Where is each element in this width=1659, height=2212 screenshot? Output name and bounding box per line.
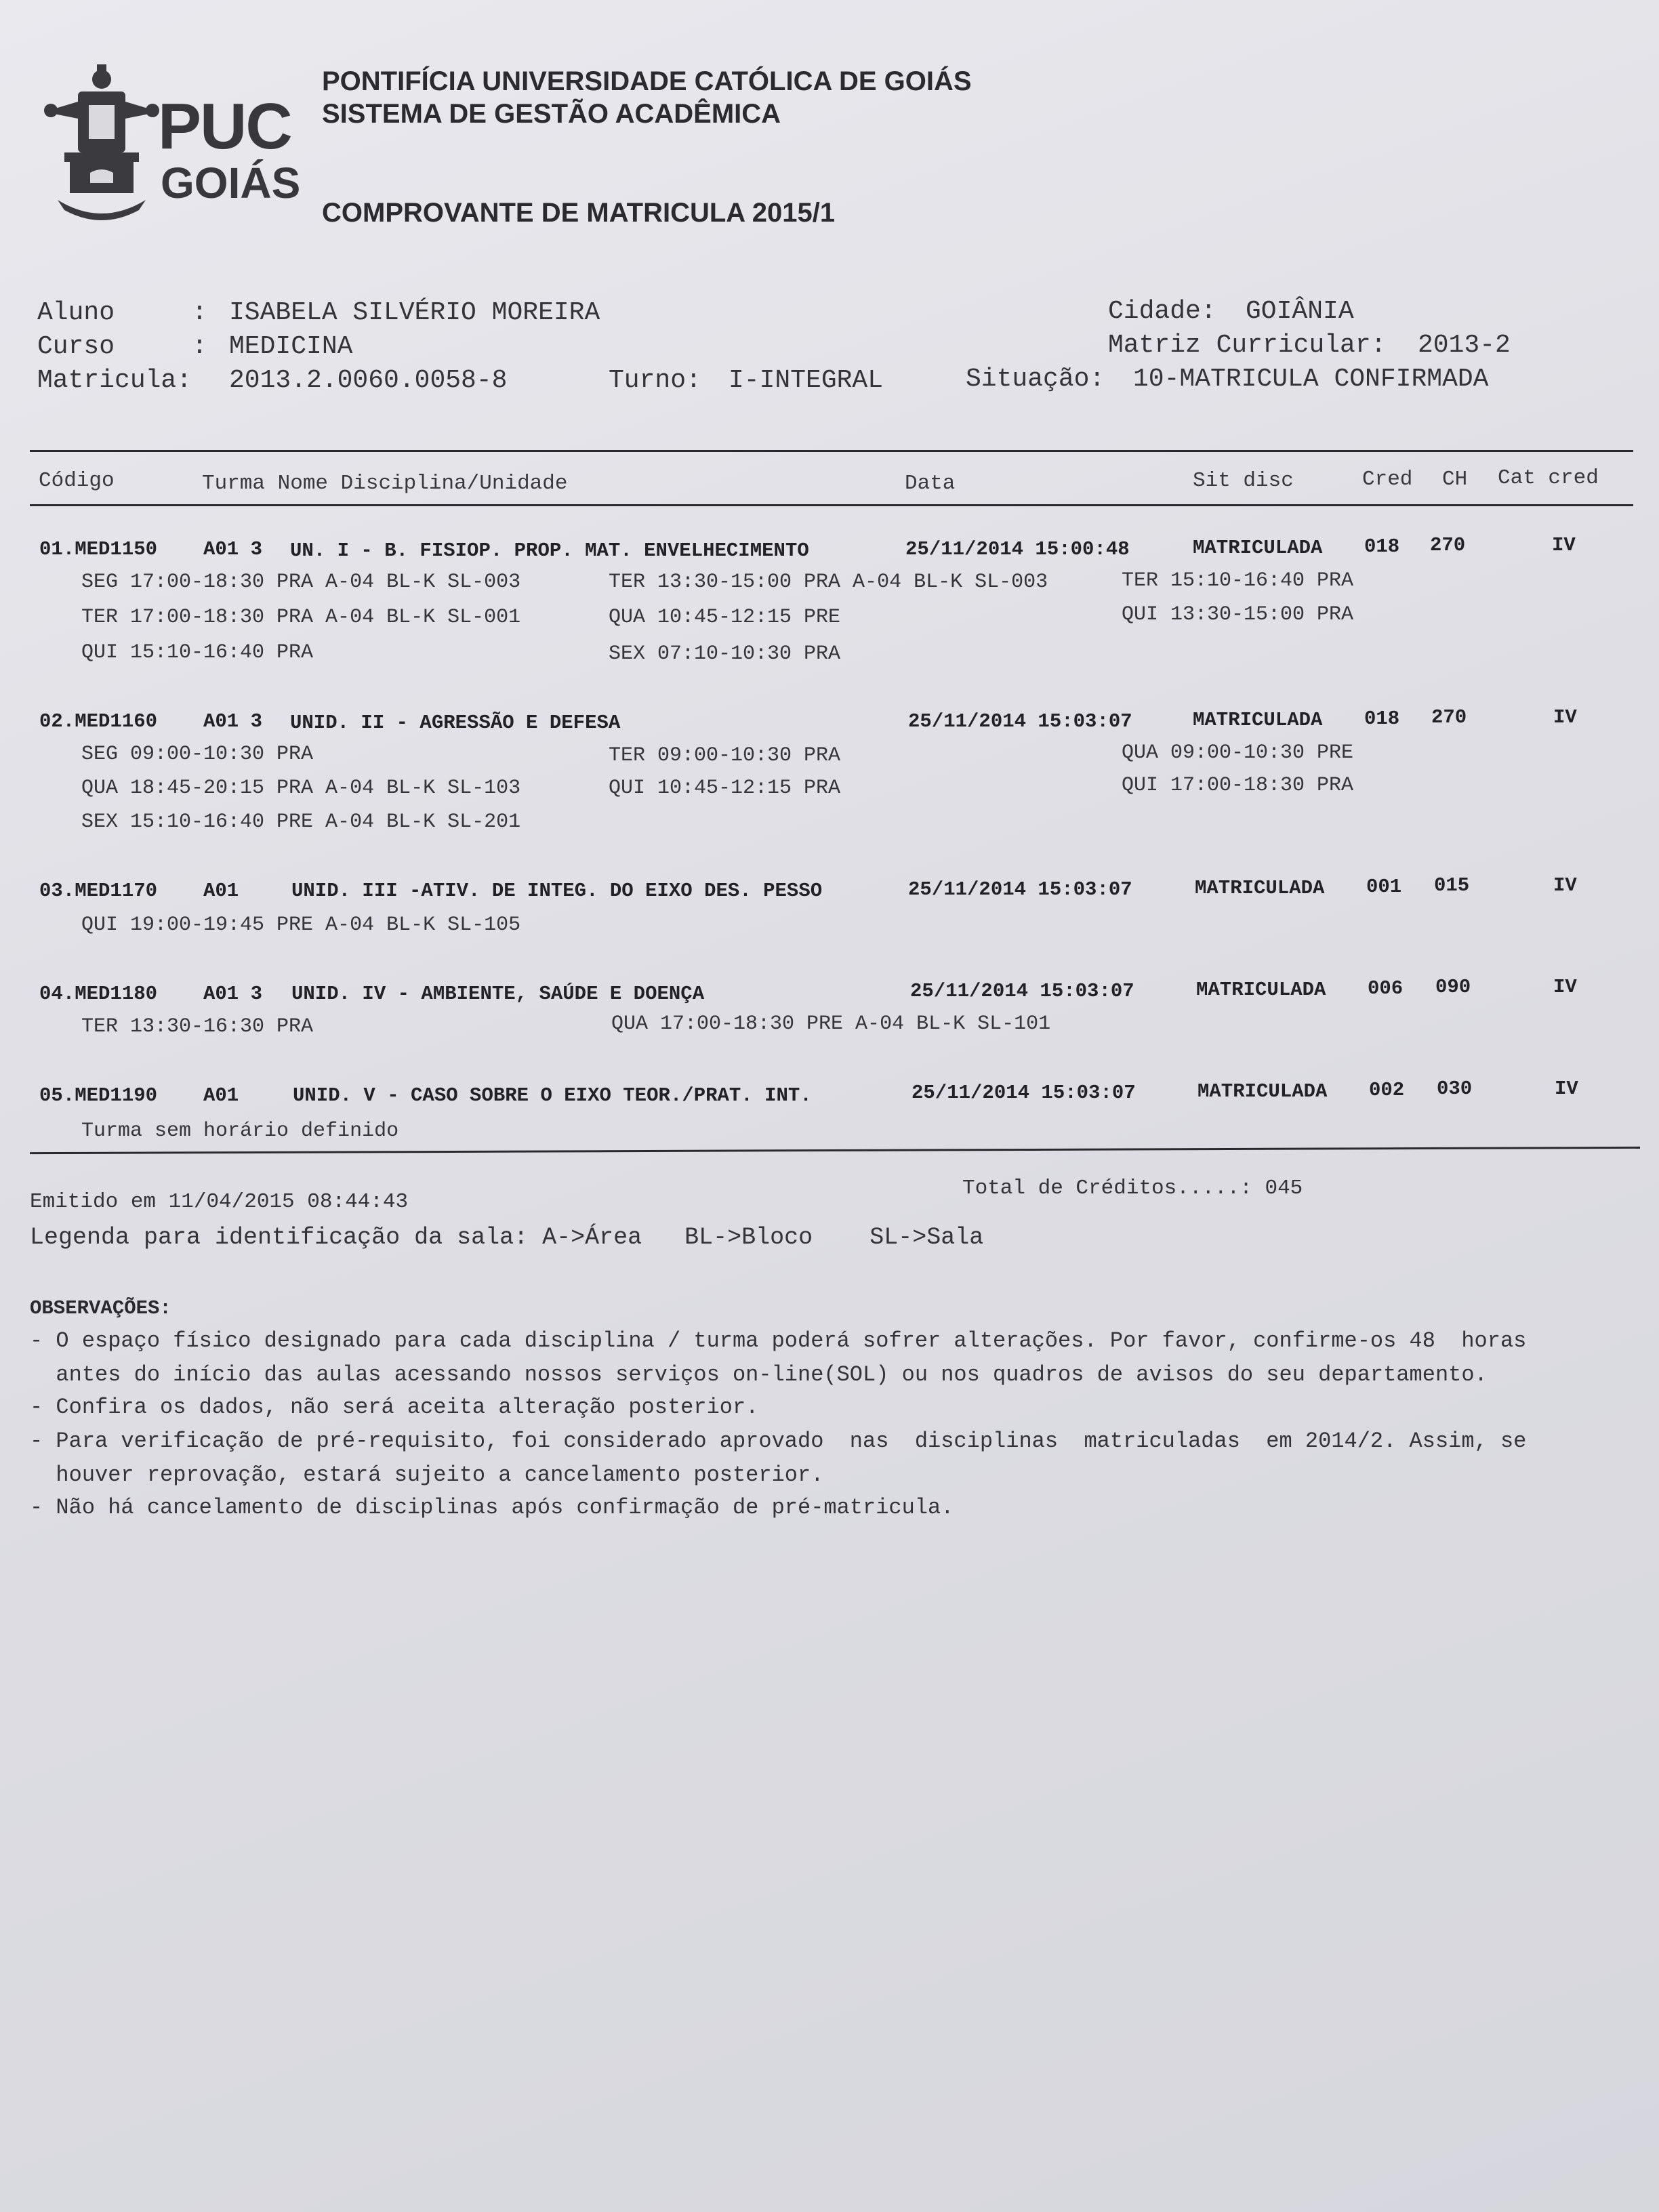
- course-name: UNID. II - AGRESSÃO E DEFESA: [290, 712, 621, 734]
- schedule-entry: SEG 09:00-10:30 PRA: [81, 743, 314, 766]
- schedule-entry: QUI 10:45-12:15 PRA: [609, 777, 841, 800]
- puc-goias-logo: [37, 64, 301, 220]
- schedule-entry: Turma sem horário definido: [81, 1120, 399, 1143]
- course-ch: 270: [1431, 706, 1467, 729]
- observacoes-title: OBSERVAÇÕES:: [30, 1297, 171, 1319]
- course-status: MATRICULADA: [1196, 979, 1326, 1001]
- col-turma-nome: Turma Nome Disciplina/Unidade: [202, 472, 568, 495]
- matricula-value: 2013.2.0060.0058-8: [229, 366, 508, 395]
- course-code: 05.MED1190: [39, 1084, 158, 1107]
- observacao-line: - Confira os dados, não será aceita alteração posterior.: [30, 1395, 759, 1420]
- course-name: UN. I - B. FISIOP. PROP. MAT. ENVELHECIMENTO: [290, 539, 809, 562]
- schedule-entry: QUI 13:30-15:00 PRA: [1122, 603, 1354, 626]
- course-ch: 030: [1437, 1078, 1473, 1100]
- observacao-line: - Não há cancelamento de disciplinas após confirmação de pré-matricula.: [30, 1495, 954, 1520]
- system-name: SISTEMA DE GESTÃO ACADÊMICA: [322, 99, 781, 129]
- course-turma: A01: [203, 880, 239, 902]
- course-ch: 015: [1434, 874, 1470, 897]
- course-code: 03.MED1170: [39, 880, 158, 902]
- course-name: UNID. III -ATIV. DE INTEG. DO EIXO DES. PESSO: [291, 880, 823, 902]
- course-date: 25/11/2014 15:00:48: [905, 538, 1130, 560]
- schedule-entry: TER 15:10-16:40 PRA: [1122, 569, 1354, 592]
- logo-text-goias: GOIÁS: [161, 159, 301, 207]
- col-codigo: Código: [39, 469, 115, 493]
- schedule-entry: QUA 17:00-18:30 PRE A-04 BL-K SL-101: [611, 1012, 1051, 1036]
- course-turma: A01 3: [203, 710, 263, 733]
- course-status: MATRICULADA: [1193, 537, 1323, 559]
- col-cred: Cred: [1362, 468, 1413, 491]
- turno-value: I-INTEGRAL: [729, 366, 884, 395]
- course-code: 01.MED1150: [39, 538, 158, 560]
- course-cred: 006: [1368, 977, 1404, 1000]
- col-sit: Sit disc: [1193, 469, 1294, 493]
- course-code: 02.MED1160: [39, 710, 158, 733]
- matricula-label: Matricula:: [37, 366, 192, 395]
- observacao-line: antes do início das aulas acessando nossos serviços on-line(SOL) ou nos quadros de avisos do seu departamento.: [30, 1362, 1488, 1387]
- course-cred: 018: [1364, 708, 1400, 730]
- schedule-entry: QUI 17:00-18:30 PRA: [1122, 774, 1354, 797]
- aluno-label: Aluno :: [37, 298, 207, 327]
- schedule-entry: TER 09:00-10:30 PRA: [609, 744, 841, 767]
- schedule-entry: QUI 19:00-19:45 PRE A-04 BL-K SL-105: [81, 914, 521, 937]
- course-turma: A01 3: [203, 983, 263, 1005]
- situacao-label: Situação:: [966, 365, 1105, 394]
- turno-label: Turno:: [609, 366, 701, 395]
- curso-label: Curso :: [37, 332, 207, 361]
- schedule-entry: SEX 07:10-10:30 PRA: [609, 642, 841, 665]
- matriz-value: 2013-2: [1418, 331, 1511, 360]
- divider-bottom: [30, 1147, 1640, 1154]
- course-date: 25/11/2014 15:03:07: [912, 1082, 1136, 1104]
- course-date: 25/11/2014 15:03:07: [908, 710, 1132, 733]
- course-date: 25/11/2014 15:03:07: [910, 980, 1134, 1002]
- emitido-em: Emitido em 11/04/2015 08:44:43: [30, 1190, 409, 1214]
- schedule-entry: TER 13:30-16:30 PRA: [81, 1015, 314, 1038]
- course-cat: IV: [1553, 976, 1577, 998]
- document-title: COMPROVANTE DE MATRICULA 2015/1: [322, 198, 836, 228]
- legenda: Legenda para identificação da sala: A->Área BL->Bloco SL->Sala: [30, 1224, 984, 1251]
- course-ch: 270: [1430, 534, 1466, 556]
- col-ch: CH: [1442, 468, 1468, 491]
- course-status: MATRICULADA: [1193, 709, 1323, 731]
- divider-top: [30, 450, 1633, 452]
- course-cat: IV: [1553, 706, 1577, 729]
- observacao-line: houver reprovação, estará sujeito a cancelamento posterior.: [30, 1462, 824, 1488]
- course-name: UNID. IV - AMBIENTE, SAÚDE E DOENÇA: [291, 983, 705, 1005]
- curso-value: MEDICINA: [229, 332, 353, 361]
- schedule-entry: SEX 15:10-16:40 PRE A-04 BL-K SL-201: [81, 811, 521, 834]
- situacao-value: 10-MATRICULA CONFIRMADA: [1133, 365, 1489, 394]
- observacao-line: - Para verificação de pré-requisito, foi considerado aprovado nas disciplinas matriculadas em 2014/2. Assim, se: [30, 1429, 1527, 1454]
- col-data: Data: [905, 472, 956, 495]
- schedule-entry: QUA 09:00-10:30 PRE: [1122, 741, 1354, 764]
- course-cred: 018: [1364, 535, 1400, 558]
- course-cred: 002: [1369, 1079, 1405, 1101]
- course-status: MATRICULADA: [1195, 877, 1325, 899]
- schedule-entry: TER 17:00-18:30 PRA A-04 BL-K SL-001: [81, 606, 521, 629]
- course-date: 25/11/2014 15:03:07: [908, 878, 1132, 901]
- logo-text-puc: PUC: [158, 90, 291, 163]
- course-status: MATRICULADA: [1197, 1080, 1328, 1103]
- col-cat: Cat cred: [1498, 466, 1599, 490]
- course-cat: IV: [1552, 534, 1576, 556]
- schedule-entry: QUA 10:45-12:15 PRE: [609, 606, 841, 629]
- divider-header: [30, 504, 1633, 506]
- course-cat: IV: [1553, 874, 1577, 897]
- university-name: PONTIFÍCIA UNIVERSIDADE CATÓLICA DE GOIÁS: [322, 66, 972, 96]
- course-turma: A01: [203, 1084, 239, 1107]
- matriz-label: Matriz Curricular:: [1108, 331, 1387, 360]
- observacao-line: - O espaço físico designado para cada disciplina / turma poderá sofrer alterações. Por favor, confirme-os 48 horas: [30, 1328, 1527, 1353]
- cidade-value: GOIÂNIA: [1246, 297, 1354, 326]
- course-name: UNID. V - CASO SOBRE O EIXO TEOR./PRAT. INT.: [293, 1084, 812, 1107]
- schedule-entry: TER 13:30-15:00 PRA A-04 BL-K SL-003: [609, 571, 1048, 594]
- course-turma: A01 3: [203, 538, 263, 560]
- course-code: 04.MED1180: [39, 983, 158, 1005]
- schedule-entry: SEG 17:00-18:30 PRA A-04 BL-K SL-003: [81, 571, 521, 594]
- course-cat: IV: [1555, 1078, 1578, 1100]
- course-cred: 001: [1366, 876, 1402, 898]
- course-ch: 090: [1435, 976, 1471, 998]
- cidade-label: Cidade:: [1108, 297, 1216, 326]
- aluno-value: ISABELA SILVÉRIO MOREIRA: [229, 298, 600, 327]
- schedule-entry: QUI 15:10-16:40 PRA: [81, 641, 314, 664]
- total-creditos: Total de Créditos.....: 045: [962, 1176, 1303, 1200]
- schedule-entry: QUA 18:45-20:15 PRA A-04 BL-K SL-103: [81, 777, 521, 800]
